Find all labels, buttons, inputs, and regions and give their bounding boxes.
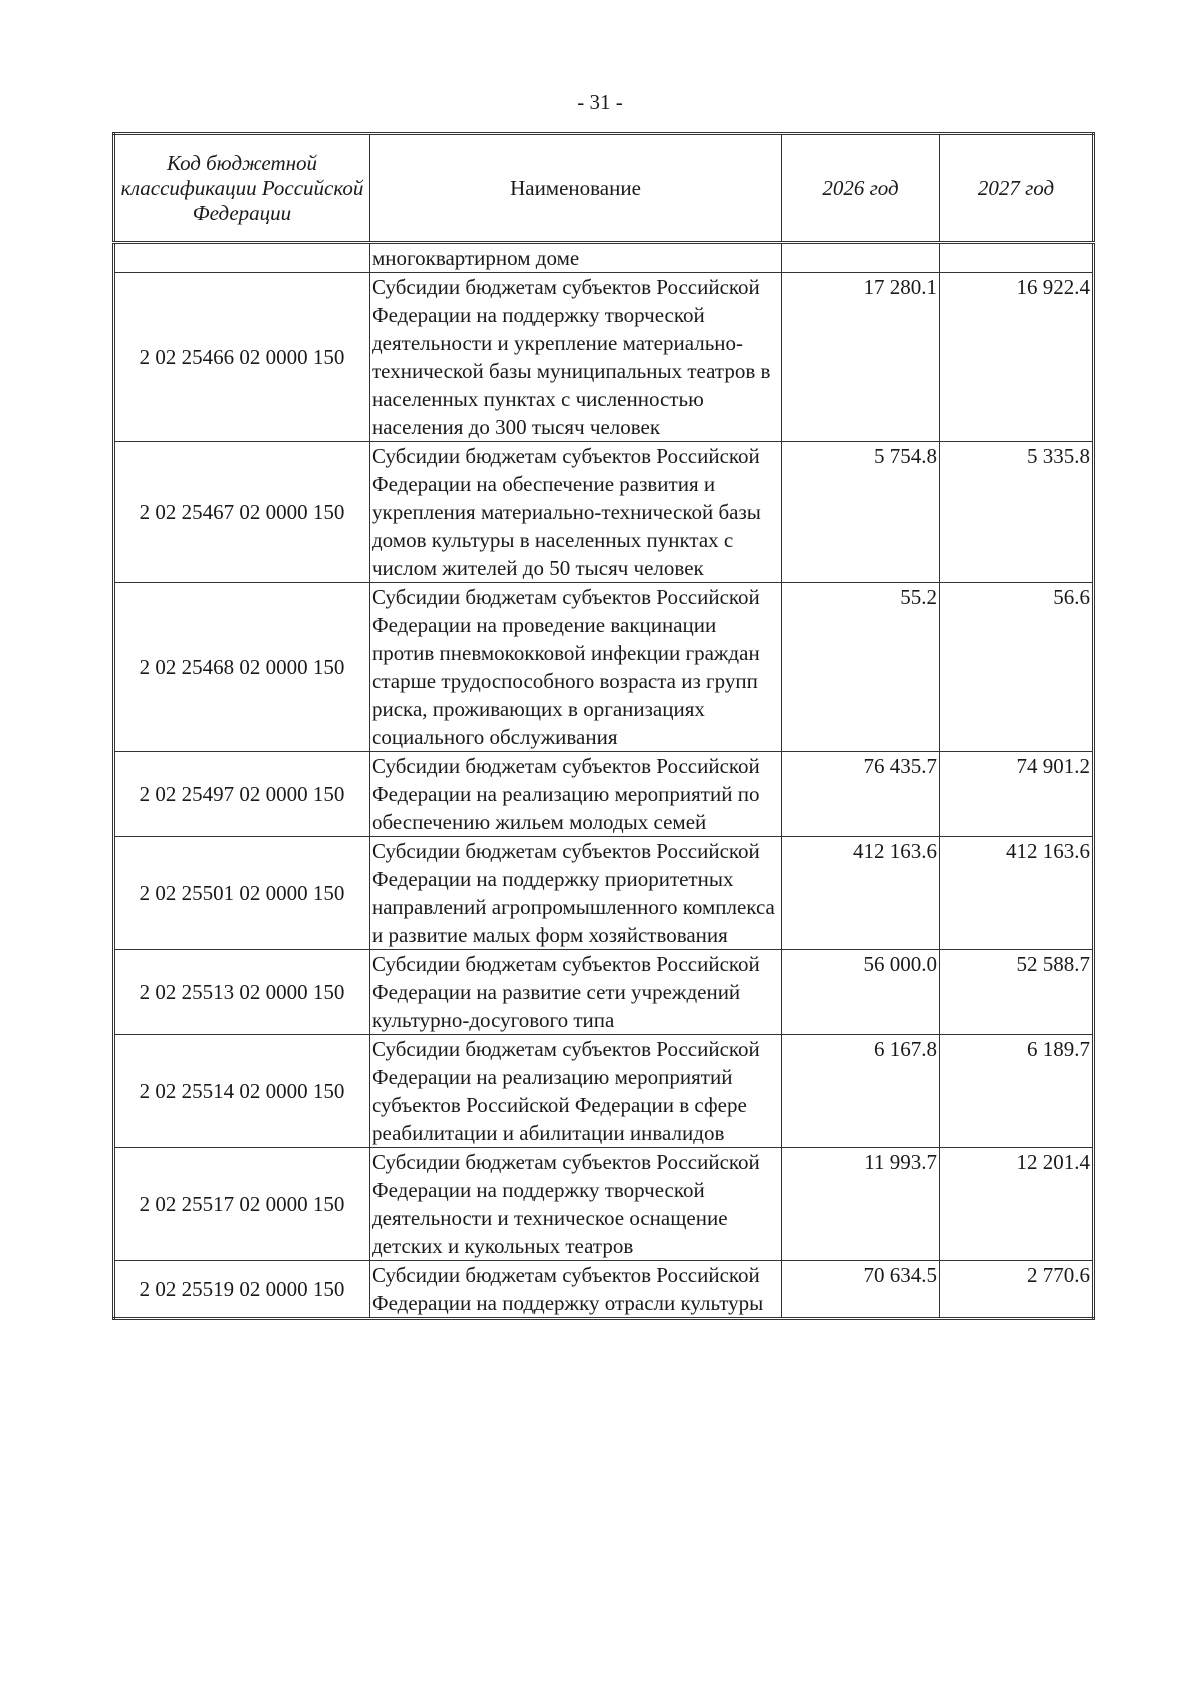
amount-2026-cell: 412 163.6	[782, 837, 940, 950]
amount-2026-cell: 55.2	[782, 583, 940, 752]
header-year-2027: 2027 год	[940, 134, 1094, 243]
budget-code-cell: 2 02 25513 02 0000 150	[114, 950, 370, 1035]
table-header-row	[114, 134, 1094, 243]
table-row	[114, 1148, 1094, 1261]
table-row	[114, 273, 1094, 442]
amount-2027-cell: 5 335.8	[940, 442, 1094, 583]
header-code: Код бюджетной классификации Российской Федерации	[114, 134, 370, 243]
budget-code-cell: 2 02 25497 02 0000 150	[114, 752, 370, 837]
table-row	[114, 837, 1094, 950]
budget-code-cell: 2 02 25519 02 0000 150	[114, 1261, 370, 1319]
header-year-2026: 2026 год	[782, 134, 940, 243]
description-cell: Субсидии бюджетам субъектов Российской Федерации на обеспечение развития и укрепления материально-технической базы домов культуры в населенных пунктах с числом жителей до 50 тысяч человек	[370, 442, 782, 583]
amount-2027-cell: 2 770.6	[940, 1261, 1094, 1319]
description-cell: Субсидии бюджетам субъектов Российской Федерации на развитие сети учреждений культурно-досугового типа	[370, 950, 782, 1035]
amount-2026-cell: 5 754.8	[782, 442, 940, 583]
amount-2026-cell: 70 634.5	[782, 1261, 940, 1319]
table-row	[114, 442, 1094, 583]
table-body	[114, 243, 1094, 1319]
budget-code-cell: 2 02 25517 02 0000 150	[114, 1148, 370, 1261]
table-row	[114, 950, 1094, 1035]
amount-2027-cell: 12 201.4	[940, 1148, 1094, 1261]
budget-code-cell: 2 02 25501 02 0000 150	[114, 837, 370, 950]
table-row	[114, 752, 1094, 837]
budget-code-cell: 2 02 25514 02 0000 150	[114, 1035, 370, 1148]
table-row	[114, 1035, 1094, 1148]
description-cell: Субсидии бюджетам субъектов Российской Федерации на проведение вакцинации против пневмококковой инфекции граждан старше трудоспособного возраста из групп риска, проживающих в организациях социального обслуживания	[370, 583, 782, 752]
amount-2027-cell: 6 189.7	[940, 1035, 1094, 1148]
header-name: Наименование	[370, 134, 782, 243]
description-cell: Субсидии бюджетам субъектов Российской Федерации на поддержку приоритетных направлений агропромышленного комплекса и развитие малых форм хозяйствования	[370, 837, 782, 950]
amount-2027-cell: 74 901.2	[940, 752, 1094, 837]
budget-code-cell: 2 02 25466 02 0000 150	[114, 273, 370, 442]
description-cell: многоквартирном доме	[370, 243, 782, 273]
table-row	[114, 243, 1094, 273]
amount-2027-cell: 16 922.4	[940, 273, 1094, 442]
amount-2026-cell: 17 280.1	[782, 273, 940, 442]
amount-2026-cell: 56 000.0	[782, 950, 940, 1035]
description-cell: Субсидии бюджетам субъектов Российской Федерации на реализацию мероприятий субъектов Российской Федерации в сфере реабилитации и абилитации инвалидов	[370, 1035, 782, 1148]
description-cell: Субсидии бюджетам субъектов Российской Федерации на реализацию мероприятий по обеспечению жильем молодых семей	[370, 752, 782, 837]
page-number: - 31 -	[577, 90, 623, 114]
amount-2026-cell: 6 167.8	[782, 1035, 940, 1148]
amount-2027-cell: 412 163.6	[940, 837, 1094, 950]
budget-code-cell: 2 02 25468 02 0000 150	[114, 583, 370, 752]
description-cell: Субсидии бюджетам субъектов Российской Федерации на поддержку творческой деятельности и укрепление материально-технической базы муниципальных театров в населенных пунктах с численностью населения до 300 тысяч человек	[370, 273, 782, 442]
amount-2027-cell: 56.6	[940, 583, 1094, 752]
amount-2026-cell: 76 435.7	[782, 752, 940, 837]
amount-2027-cell: 52 588.7	[940, 950, 1094, 1035]
budget-code-cell: 2 02 25467 02 0000 150	[114, 442, 370, 583]
table-row	[114, 583, 1094, 752]
budget-code-cell	[114, 243, 370, 273]
description-cell: Субсидии бюджетам субъектов Российской Федерации на поддержку отрасли культуры	[370, 1261, 782, 1319]
description-cell: Субсидии бюджетам субъектов Российской Федерации на поддержку творческой деятельности и техническое оснащение детских и кукольных театров	[370, 1148, 782, 1261]
amount-2026-cell: 11 993.7	[782, 1148, 940, 1261]
amount-2027-cell	[940, 243, 1094, 273]
table-row	[114, 1261, 1094, 1319]
budget-table	[112, 132, 1095, 1320]
amount-2026-cell	[782, 243, 940, 273]
